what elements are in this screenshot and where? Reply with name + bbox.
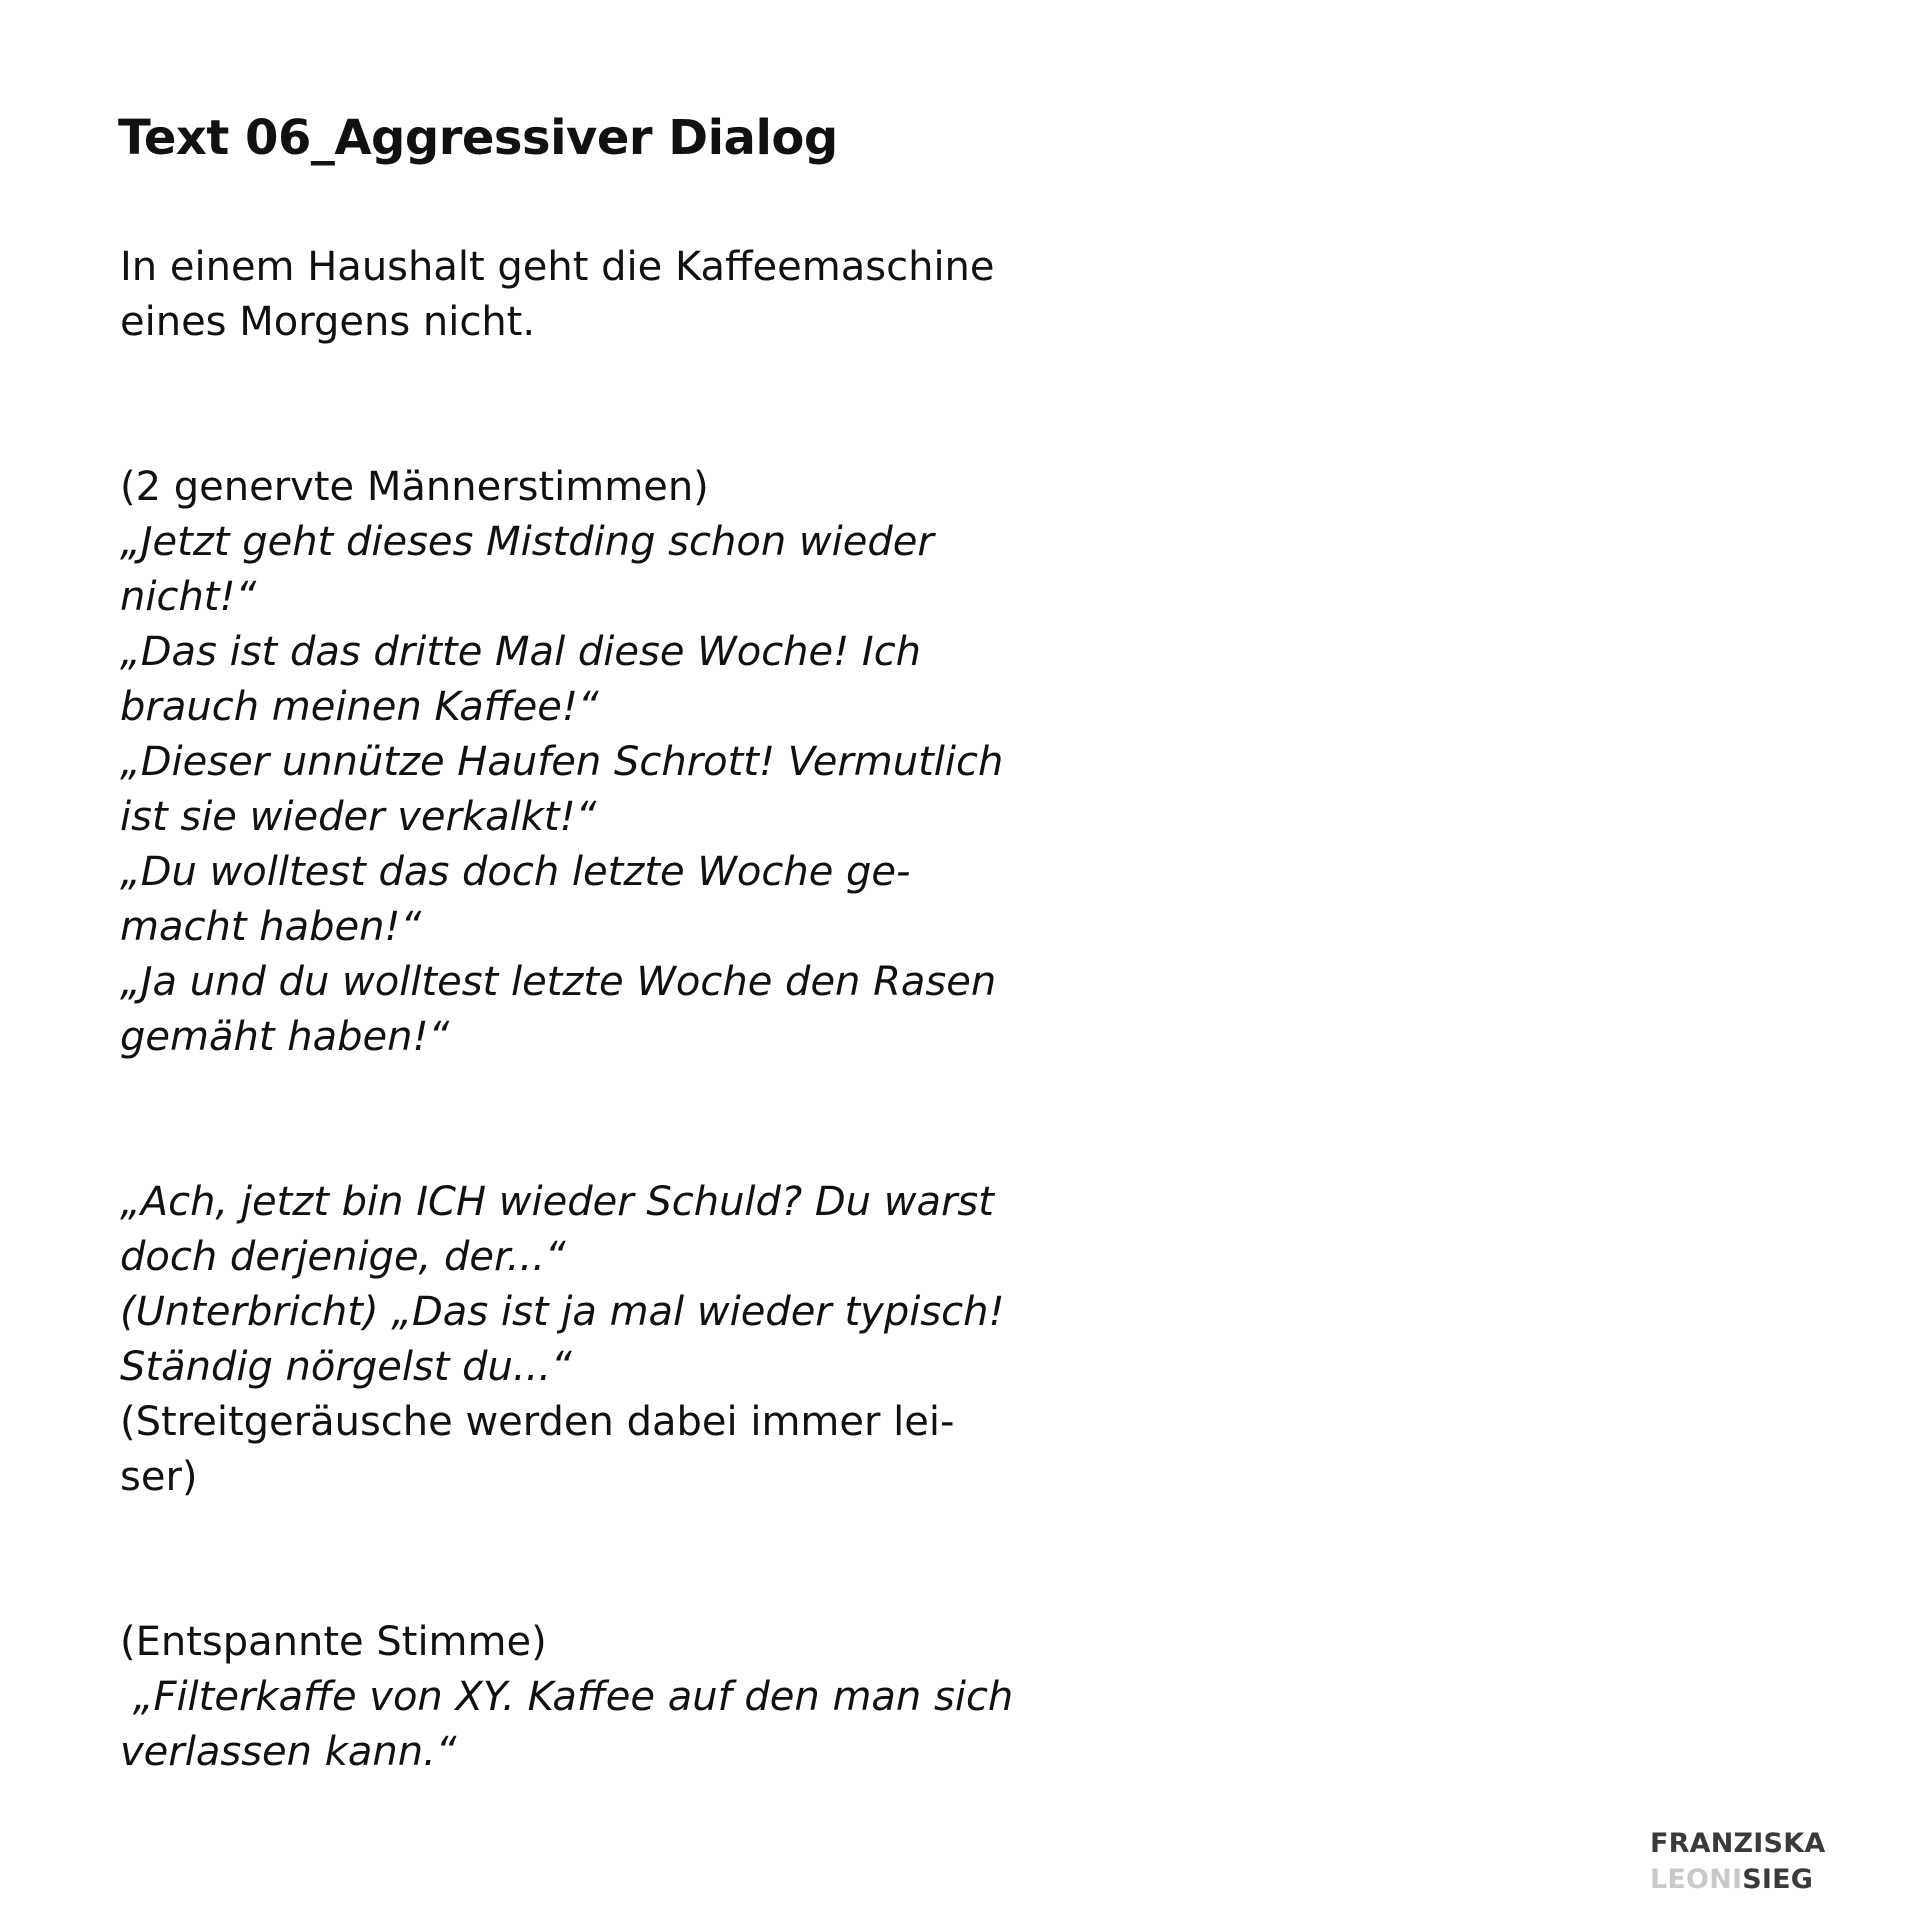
stage-direction: (2 genervte Männerstimmen) — [120, 464, 709, 510]
document-body — [120, 240, 1040, 1780]
dialog-section-1 — [120, 460, 1040, 1065]
intro-paragraph — [120, 240, 1040, 350]
dialog-line: „Ach, jetzt bin ICH wieder Schuld? Du warst — [120, 1179, 994, 1225]
dialog-line-interruption — [120, 1285, 1040, 1340]
stage-direction: (Streitgeräusche werden dabei immer lei- — [120, 1399, 955, 1445]
dialog-line: „Jetzt geht dieses Mistding schon wieder — [120, 519, 934, 565]
intro-line: In einem Haushalt geht die Kaffeemaschine — [120, 244, 995, 290]
dialog-line: „Das ist das dritte Mal diese Woche! Ich — [120, 629, 922, 675]
dialog-line: doch derjenige, der...“ — [120, 1234, 566, 1280]
dialog-line: ist sie wieder verkalkt!“ — [120, 794, 597, 840]
spacer — [120, 1505, 1040, 1615]
author-logo — [1650, 1826, 1825, 1898]
dialog-line: macht haben!“ — [120, 904, 422, 950]
logo-second-line — [1650, 1862, 1825, 1898]
interruption-quote: „Das ist ja mal wieder typisch! — [391, 1289, 1005, 1335]
spacer — [120, 1065, 1040, 1175]
dialog-line: gemäht haben!“ — [120, 1014, 450, 1060]
interruption-label: (Unterbricht) — [120, 1289, 392, 1335]
spacer — [120, 350, 1040, 460]
dialog-section-3 — [120, 1615, 1040, 1780]
logo-first-name: FRANZISKA — [1650, 1828, 1826, 1859]
logo-middle-name: LEONI — [1650, 1864, 1743, 1895]
dialog-line: „Ja und du wolltest letzte Woche den Rasen — [120, 959, 997, 1005]
stage-direction: (Entspannte Stimme) — [120, 1619, 547, 1665]
dialog-line: nicht!“ — [120, 574, 257, 620]
dialog-line: brauch meinen Kaffee!“ — [120, 684, 599, 730]
slogan-line: „Filterkaffe von XY. Kaffee auf den man sich — [120, 1674, 1014, 1720]
stage-direction: ser) — [120, 1454, 198, 1500]
logo-last-name: SIEG — [1742, 1864, 1814, 1895]
slogan-line: verlassen kann.“ — [120, 1729, 457, 1775]
page-title: Text 06_Aggressiver Dialog — [118, 110, 838, 166]
dialog-line: „Dieser unnütze Haufen Schrott! Vermutlich — [120, 739, 1004, 785]
dialog-line: „Du wolltest das doch letzte Woche ge- — [120, 849, 911, 895]
dialog-section-2 — [120, 1175, 1040, 1505]
intro-line: eines Morgens nicht. — [120, 299, 536, 345]
dialog-line: Ständig nörgelst du...“ — [120, 1344, 572, 1390]
